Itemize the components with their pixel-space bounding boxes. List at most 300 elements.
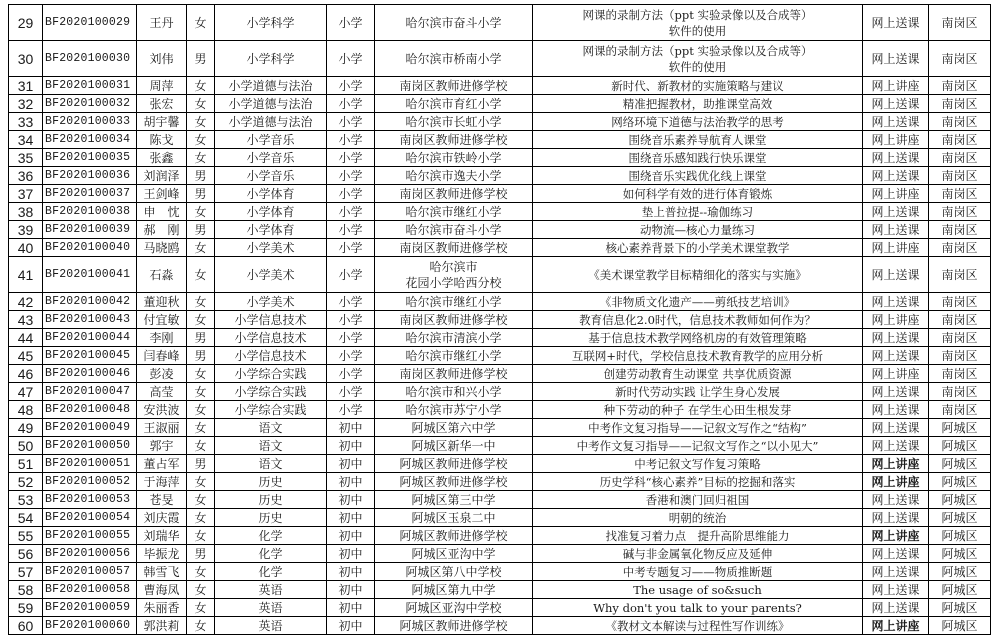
district-cell: 阿城区 (929, 455, 991, 473)
teacher-name-cell: 于海萍 (137, 473, 187, 491)
teacher-name-cell: 石淼 (137, 257, 187, 293)
gender-cell: 男 (187, 347, 215, 365)
district-cell: 阿城区 (929, 473, 991, 491)
delivery-mode-cell: 网上送课 (863, 113, 929, 131)
course-topic-cell (533, 617, 863, 635)
teacher-name-cell: 刘庆霞 (137, 509, 187, 527)
row-number-cell: 53 (9, 491, 43, 509)
gender-cell: 女 (187, 383, 215, 401)
school-level-cell: 初中 (327, 617, 375, 635)
table-row (9, 329, 991, 347)
school-cell (375, 311, 533, 329)
subject-cell: 英语 (215, 581, 327, 599)
row-number-cell: 46 (9, 365, 43, 383)
delivery-mode-cell: 网上讲座 (863, 617, 929, 635)
teacher-id-cell: BF2020100031 (43, 77, 137, 95)
course-topic-cell (533, 203, 863, 221)
school-level-cell: 初中 (327, 563, 375, 581)
delivery-mode-cell: 网上送课 (863, 5, 929, 41)
district-cell: 南岗区 (929, 149, 991, 167)
row-number-cell: 52 (9, 473, 43, 491)
district-cell: 南岗区 (929, 347, 991, 365)
row-number-cell: 42 (9, 293, 43, 311)
school-cell (375, 95, 533, 113)
school-level-cell: 小学 (327, 239, 375, 257)
school-cell (375, 473, 533, 491)
school-line: 阿城区第六中学 (411, 420, 496, 435)
gender-cell: 女 (187, 95, 215, 113)
row-number-cell: 30 (9, 41, 43, 77)
district-cell: 南岗区 (929, 383, 991, 401)
teacher-name-cell: 闫春峰 (137, 347, 187, 365)
row-number-cell: 59 (9, 599, 43, 617)
delivery-mode-cell: 网上送课 (863, 437, 929, 455)
school-cell (375, 41, 533, 77)
teacher-id-cell: BF2020100046 (43, 365, 137, 383)
course-topic-cell (533, 77, 863, 95)
course-topic-line: 基于信息技术教学网络机房的有效管理策略 (588, 330, 807, 345)
table-row (9, 617, 991, 635)
school-cell (375, 239, 533, 257)
school-level-cell: 初中 (327, 437, 375, 455)
district-cell: 南岗区 (929, 329, 991, 347)
teacher-id-cell: BF2020100053 (43, 491, 137, 509)
teacher-id-cell: BF2020100047 (43, 383, 137, 401)
school-cell (375, 419, 533, 437)
subject-cell: 历史 (215, 473, 327, 491)
delivery-mode-cell: 网上送课 (863, 293, 929, 311)
subject-cell: 英语 (215, 599, 327, 617)
course-topic-line: 找准复习着力点 提升高阶思维能力 (605, 528, 790, 543)
school-line: 哈尔滨市奋斗小学 (405, 15, 502, 30)
teacher-id-cell: BF2020100049 (43, 419, 137, 437)
course-topic-line: 《教材文本解读与过程性写作训练》 (605, 618, 790, 633)
district-cell: 南岗区 (929, 239, 991, 257)
delivery-mode-cell: 网上送课 (863, 95, 929, 113)
school-level-cell: 初中 (327, 473, 375, 491)
course-topic-line: 软件的使用 (668, 23, 727, 38)
school-level-cell: 小学 (327, 257, 375, 293)
district-cell: 阿城区 (929, 563, 991, 581)
course-topic-line: 创建劳动教育生动课堂 共享优质资源 (603, 366, 792, 381)
school-line: 哈尔滨市苏宁小学 (405, 402, 502, 417)
school-level-cell: 初中 (327, 581, 375, 599)
table-row (9, 545, 991, 563)
delivery-mode-cell: 网上讲座 (863, 455, 929, 473)
course-topic-line: 中考记叙文写作复习策略 (634, 456, 761, 471)
teacher-name-cell: 高莹 (137, 383, 187, 401)
subject-cell: 小学科学 (215, 41, 327, 77)
table-row (9, 167, 991, 185)
row-number-cell: 60 (9, 617, 43, 635)
teacher-id-cell: BF2020100042 (43, 293, 137, 311)
school-line: 哈尔滨市继红小学 (405, 294, 502, 309)
course-topic-line: 如何科学有效的进行体育锻炼 (622, 186, 773, 201)
course-topic-line: 围绕音乐感知践行快乐课堂 (628, 150, 767, 165)
district-cell: 南岗区 (929, 77, 991, 95)
district-cell: 南岗区 (929, 257, 991, 293)
school-line: 哈尔滨市长虹小学 (405, 114, 502, 129)
school-line: 哈尔滨市奋斗小学 (405, 222, 502, 237)
table-row (9, 41, 991, 77)
delivery-mode-cell: 网上送课 (863, 545, 929, 563)
teacher-id-cell: BF2020100040 (43, 239, 137, 257)
delivery-mode-cell: 网上讲座 (863, 131, 929, 149)
delivery-mode-cell: 网上送课 (863, 347, 929, 365)
district-cell: 阿城区 (929, 617, 991, 635)
course-topic-line: 新时代、新教材的实施策略与建议 (611, 78, 784, 93)
table-row (9, 113, 991, 131)
gender-cell: 女 (187, 563, 215, 581)
delivery-mode-cell: 网上讲座 (863, 77, 929, 95)
school-line: 哈尔滨市桥南小学 (405, 51, 502, 66)
teacher-name-cell: 马晓鸥 (137, 239, 187, 257)
subject-cell: 小学道德与法治 (215, 95, 327, 113)
table-row (9, 473, 991, 491)
table-row (9, 455, 991, 473)
row-number-cell: 40 (9, 239, 43, 257)
teacher-id-cell: BF2020100052 (43, 473, 137, 491)
course-topic-cell (533, 311, 863, 329)
course-topic-cell (533, 41, 863, 77)
subject-cell: 小学信息技术 (215, 311, 327, 329)
teacher-name-cell: 曹海凤 (137, 581, 187, 599)
teacher-name-cell: 张宏 (137, 95, 187, 113)
gender-cell: 男 (187, 545, 215, 563)
teacher-name-cell: 郭宇 (137, 437, 187, 455)
school-line: 哈尔滨市清滨小学 (405, 330, 502, 345)
gender-cell: 女 (187, 581, 215, 599)
subject-cell: 小学信息技术 (215, 347, 327, 365)
teacher-id-cell: BF2020100033 (43, 113, 137, 131)
delivery-mode-cell: 网上送课 (863, 401, 929, 419)
school-line: 南岗区教师进修学校 (399, 186, 508, 201)
teacher-name-cell: 刘伟 (137, 41, 187, 77)
course-topic-cell (533, 131, 863, 149)
school-cell (375, 581, 533, 599)
school-cell (375, 491, 533, 509)
gender-cell: 男 (187, 455, 215, 473)
course-topic-cell (533, 509, 863, 527)
school-line: 花园小学哈西分校 (405, 275, 502, 290)
gender-cell: 女 (187, 5, 215, 41)
subject-cell: 小学体育 (215, 221, 327, 239)
school-line: 阿城区第九中学 (411, 582, 496, 597)
subject-cell: 小学美术 (215, 257, 327, 293)
school-cell (375, 293, 533, 311)
school-cell (375, 329, 533, 347)
delivery-mode-cell: 网上送课 (863, 203, 929, 221)
subject-cell: 小学体育 (215, 185, 327, 203)
subject-cell: 小学综合实践 (215, 383, 327, 401)
subject-cell: 小学美术 (215, 239, 327, 257)
delivery-mode-cell: 网上送课 (863, 149, 929, 167)
course-topic-line: 明朝的统治 (668, 510, 727, 525)
school-cell (375, 203, 533, 221)
course-topic-cell (533, 221, 863, 239)
subject-cell: 历史 (215, 491, 327, 509)
subject-cell: 小学体育 (215, 203, 327, 221)
teacher-id-cell: BF2020100044 (43, 329, 137, 347)
course-topic-line: 《美术课堂教学目标精细化的落实与实施》 (588, 267, 807, 282)
subject-cell: 语文 (215, 437, 327, 455)
school-level-cell: 小学 (327, 185, 375, 203)
table-row (9, 293, 991, 311)
school-level-cell: 小学 (327, 5, 375, 41)
subject-cell: 小学音乐 (215, 149, 327, 167)
subject-cell: 小学科学 (215, 5, 327, 41)
course-topic-line: 垫上普拉提--瑜伽练习 (641, 204, 754, 219)
row-number-cell: 32 (9, 95, 43, 113)
delivery-mode-cell: 网上送课 (863, 383, 929, 401)
teacher-name-cell: 王剑峰 (137, 185, 187, 203)
table-row (9, 95, 991, 113)
delivery-mode-cell: 网上讲座 (863, 311, 929, 329)
gender-cell: 女 (187, 293, 215, 311)
row-number-cell: 54 (9, 509, 43, 527)
teacher-id-cell: BF2020100057 (43, 563, 137, 581)
subject-cell: 小学道德与法治 (215, 77, 327, 95)
school-line: 南岗区教师进修学校 (399, 132, 508, 147)
delivery-mode-cell: 网上送课 (863, 581, 929, 599)
school-line: 南岗区教师进修学校 (399, 312, 508, 327)
gender-cell: 男 (187, 185, 215, 203)
school-cell (375, 365, 533, 383)
school-cell (375, 257, 533, 293)
district-cell: 南岗区 (929, 95, 991, 113)
school-cell (375, 221, 533, 239)
teacher-name-cell: 付宜敏 (137, 311, 187, 329)
school-level-cell: 小学 (327, 131, 375, 149)
table-row (9, 311, 991, 329)
course-topic-line: 历史学科“核心素养”目标的挖掘和落实 (599, 474, 796, 489)
gender-cell: 女 (187, 617, 215, 635)
course-topic-cell (533, 95, 863, 113)
teacher-id-cell: BF2020100037 (43, 185, 137, 203)
row-number-cell: 49 (9, 419, 43, 437)
teacher-id-cell: BF2020100048 (43, 401, 137, 419)
row-number-cell: 51 (9, 455, 43, 473)
teacher-id-cell: BF2020100045 (43, 347, 137, 365)
school-cell (375, 347, 533, 365)
school-level-cell: 小学 (327, 113, 375, 131)
delivery-mode-cell: 网上送课 (863, 563, 929, 581)
delivery-mode-cell: 网上送课 (863, 257, 929, 293)
delivery-mode-cell: 网上送课 (863, 491, 929, 509)
table-row (9, 437, 991, 455)
course-topic-line: 软件的使用 (668, 59, 727, 74)
gender-cell: 女 (187, 599, 215, 617)
teacher-id-cell: BF2020100056 (43, 545, 137, 563)
delivery-mode-cell: 网上讲座 (863, 239, 929, 257)
table-row (9, 257, 991, 293)
school-level-cell: 小学 (327, 167, 375, 185)
district-cell: 南岗区 (929, 113, 991, 131)
gender-cell: 女 (187, 311, 215, 329)
row-number-cell: 38 (9, 203, 43, 221)
row-number-cell: 31 (9, 77, 43, 95)
delivery-mode-cell: 网上送课 (863, 329, 929, 347)
school-cell (375, 77, 533, 95)
teacher-id-cell: BF2020100035 (43, 149, 137, 167)
subject-cell: 小学美术 (215, 293, 327, 311)
table-row (9, 383, 991, 401)
school-cell (375, 437, 533, 455)
teacher-name-cell: 周萍 (137, 77, 187, 95)
gender-cell: 女 (187, 203, 215, 221)
school-level-cell: 小学 (327, 95, 375, 113)
row-number-cell: 56 (9, 545, 43, 563)
teacher-name-cell: 郭洪莉 (137, 617, 187, 635)
school-line: 阿城区亚沟中学校 (405, 600, 502, 615)
delivery-mode-cell: 网上讲座 (863, 473, 929, 491)
delivery-mode-cell: 网上送课 (863, 41, 929, 77)
course-topic-cell (533, 455, 863, 473)
school-level-cell: 初中 (327, 491, 375, 509)
row-number-cell: 35 (9, 149, 43, 167)
teacher-name-cell: 李刚 (137, 329, 187, 347)
teacher-id-cell: BF2020100043 (43, 311, 137, 329)
school-line: 阿城区教师进修学校 (399, 618, 508, 633)
table-row (9, 581, 991, 599)
school-line: 哈尔滨市逸夫小学 (405, 168, 502, 183)
teacher-name-cell: 安洪波 (137, 401, 187, 419)
row-number-cell: 48 (9, 401, 43, 419)
teacher-name-cell: 彭凌 (137, 365, 187, 383)
teacher-id-cell: BF2020100058 (43, 581, 137, 599)
table-row (9, 491, 991, 509)
school-cell (375, 509, 533, 527)
district-cell: 南岗区 (929, 401, 991, 419)
course-topic-cell (533, 473, 863, 491)
course-topic-line: 围绕音乐实践优化线上课堂 (628, 168, 767, 183)
course-topic-line: 中考专题复习——物质推断题 (622, 564, 773, 579)
school-line: 南岗区教师进修学校 (399, 366, 508, 381)
teacher-id-cell: BF2020100032 (43, 95, 137, 113)
school-level-cell: 初中 (327, 527, 375, 545)
gender-cell: 女 (187, 509, 215, 527)
course-topic-cell (533, 563, 863, 581)
gender-cell: 男 (187, 221, 215, 239)
table-row (9, 239, 991, 257)
school-level-cell: 初中 (327, 419, 375, 437)
teacher-id-cell: BF2020100038 (43, 203, 137, 221)
delivery-mode-cell: 网上送课 (863, 599, 929, 617)
school-line: 哈尔滨市继红小学 (405, 204, 502, 219)
table-row (9, 365, 991, 383)
delivery-mode-cell: 网上送课 (863, 221, 929, 239)
row-number-cell: 29 (9, 5, 43, 41)
school-level-cell: 小学 (327, 203, 375, 221)
table-row (9, 419, 991, 437)
school-cell (375, 149, 533, 167)
teacher-name-cell: 韩雪飞 (137, 563, 187, 581)
delivery-mode-cell: 网上送课 (863, 167, 929, 185)
course-topic-line: 动物流—核心力量练习 (640, 222, 755, 237)
teacher-id-cell: BF2020100055 (43, 527, 137, 545)
school-cell (375, 527, 533, 545)
school-line: 南岗区教师进修学校 (399, 240, 508, 255)
teacher-name-cell: 朱丽香 (137, 599, 187, 617)
course-topic-cell (533, 437, 863, 455)
row-number-cell: 39 (9, 221, 43, 239)
row-number-cell: 33 (9, 113, 43, 131)
course-topic-cell (533, 527, 863, 545)
delivery-mode-cell: 网上送课 (863, 419, 929, 437)
course-topic-cell (533, 185, 863, 203)
teacher-id-cell: BF2020100029 (43, 5, 137, 41)
district-cell: 阿城区 (929, 599, 991, 617)
table-row (9, 401, 991, 419)
subject-cell: 英语 (215, 617, 327, 635)
school-cell (375, 383, 533, 401)
district-cell: 南岗区 (929, 5, 991, 41)
gender-cell: 男 (187, 41, 215, 77)
table-body (9, 5, 991, 635)
teacher-id-cell: BF2020100030 (43, 41, 137, 77)
course-topic-line: 新时代劳动实践 让学生身心发展 (615, 384, 780, 399)
row-number-cell: 36 (9, 167, 43, 185)
row-number-cell: 58 (9, 581, 43, 599)
teacher-name-cell: 董占军 (137, 455, 187, 473)
course-topic-line: 中考作文复习指导——记叙文写作之“以小见大” (576, 438, 819, 453)
school-level-cell: 小学 (327, 221, 375, 239)
teacher-name-cell: 王淑丽 (137, 419, 187, 437)
school-line: 阿城区新华一中 (411, 438, 496, 453)
teacher-course-table-container (8, 4, 991, 635)
gender-cell: 女 (187, 77, 215, 95)
school-line: 南岗区教师进修学校 (399, 78, 508, 93)
subject-cell: 小学综合实践 (215, 365, 327, 383)
school-level-cell: 小学 (327, 41, 375, 77)
teacher-name-cell: 张鑫 (137, 149, 187, 167)
gender-cell: 女 (187, 527, 215, 545)
subject-cell: 小学信息技术 (215, 329, 327, 347)
school-cell (375, 617, 533, 635)
school-line: 阿城区第三中学 (411, 492, 496, 507)
teacher-name-cell: 王丹 (137, 5, 187, 41)
district-cell: 南岗区 (929, 41, 991, 77)
row-number-cell: 37 (9, 185, 43, 203)
course-topic-cell (533, 401, 863, 419)
course-topic-cell (533, 329, 863, 347)
school-level-cell: 初中 (327, 599, 375, 617)
school-level-cell: 小学 (327, 77, 375, 95)
course-topic-line: 精准把握教材，助推课堂高效 (622, 96, 773, 111)
school-level-cell: 初中 (327, 455, 375, 473)
course-topic-cell (533, 365, 863, 383)
school-line: 哈尔滨市和兴小学 (405, 384, 502, 399)
district-cell: 阿城区 (929, 527, 991, 545)
school-cell (375, 455, 533, 473)
table-row (9, 185, 991, 203)
gender-cell: 女 (187, 401, 215, 419)
delivery-mode-cell: 网上讲座 (863, 185, 929, 203)
course-topic-cell (533, 347, 863, 365)
row-number-cell: 43 (9, 311, 43, 329)
gender-cell: 女 (187, 491, 215, 509)
school-line: 阿城区教师进修学校 (399, 528, 508, 543)
subject-cell: 小学道德与法治 (215, 113, 327, 131)
teacher-name-cell: 刘润泽 (137, 167, 187, 185)
teacher-name-cell: 苍旻 (137, 491, 187, 509)
school-line: 哈尔滨市铁岭小学 (405, 150, 502, 165)
course-topic-line: 互联网+时代，学校信息技术教育教学的应用分析 (571, 348, 824, 363)
subject-cell: 化学 (215, 545, 327, 563)
school-cell (375, 599, 533, 617)
school-level-cell: 小学 (327, 383, 375, 401)
teacher-id-cell: BF2020100060 (43, 617, 137, 635)
